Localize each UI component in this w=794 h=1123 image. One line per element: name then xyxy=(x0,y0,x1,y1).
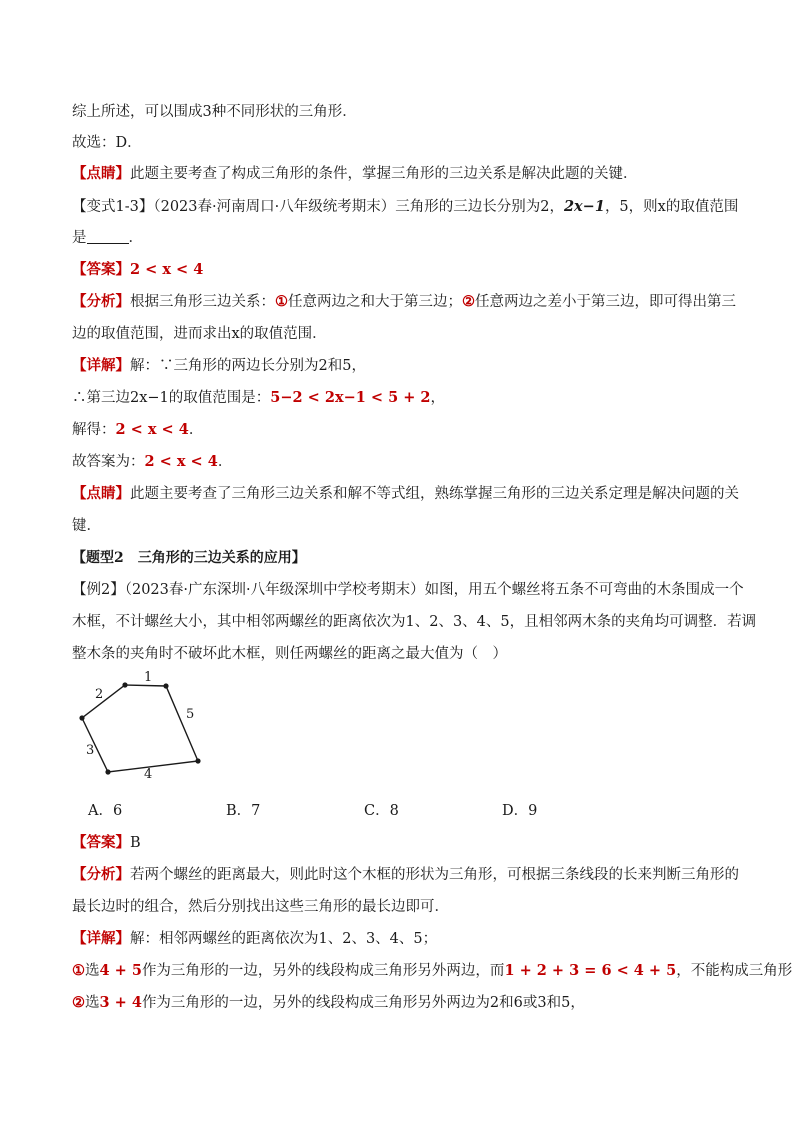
comment-line-2-cont xyxy=(72,516,722,536)
answer-value: 2 < x < 4 xyxy=(130,261,204,278)
variant-expression: 2x−1 xyxy=(563,198,605,215)
side-label-2: 2 xyxy=(95,687,104,702)
side-label-1: 1 xyxy=(144,670,153,685)
example-line-1 xyxy=(72,580,744,600)
range-inequality: 5−2 < 2x−1 < 5 + 2 xyxy=(270,389,431,406)
answer-blank xyxy=(87,229,129,244)
solve-punct: ． xyxy=(188,422,204,438)
answer-line xyxy=(72,260,722,280)
circled-two: ② xyxy=(462,293,475,310)
example-answer-tag: 【答案】 xyxy=(72,834,130,851)
option-b: B．7 xyxy=(226,803,261,819)
case-one-inequality: 1 + 2 + 3 = 6 < 4 + 5 xyxy=(504,962,677,979)
conclusion-line xyxy=(72,102,722,122)
analysis-line-1 xyxy=(72,292,736,312)
side-label-3: 3 xyxy=(86,743,95,758)
option-d: D．9 xyxy=(502,803,538,819)
comment-line-2 xyxy=(72,484,739,504)
options-line xyxy=(88,801,722,821)
example-analysis-line-2 xyxy=(72,897,722,917)
comment-line-1 xyxy=(72,164,722,184)
comment-text-2-cont: 键． xyxy=(72,518,101,534)
section-heading xyxy=(72,548,722,568)
answer-tag: 【答案】 xyxy=(72,261,130,278)
variant-question-cont: 是 xyxy=(72,230,87,246)
example-line-3 xyxy=(72,644,722,664)
example-analysis-text: 若两个螺丝的距离最大，则此时这个木框的形状为三角形，可根据三条线段的长来判断三角形的 xyxy=(130,867,739,883)
solve-result: 2 < x < 4 xyxy=(115,421,189,438)
side-sum-expr: 4 + 5 xyxy=(99,962,142,979)
comment-tag: 【点睛】 xyxy=(72,165,130,182)
screw-dot xyxy=(163,683,168,688)
example-line-2 xyxy=(72,612,757,632)
example-detail-line-1 xyxy=(72,929,722,949)
select-word: 选 xyxy=(85,963,100,979)
analysis-line-2 xyxy=(72,324,722,344)
range-intro: ∴第三边2x−1的取值范围是： xyxy=(72,390,271,406)
comment-text-2: 此题主要考查了三角形三边关系和解不等式组，熟练掌握三角形的三边关系定理是解决问题的关 xyxy=(130,486,739,502)
conclusion-text: 综上所述，可以围成3种不同形状的三角形． xyxy=(72,104,357,120)
final-answer-punct: ． xyxy=(217,454,233,470)
side-sum-expr-2: 3 + 4 xyxy=(99,994,142,1011)
example-answer-line xyxy=(72,833,722,853)
analysis-text-a: 根据三角形三边关系： xyxy=(130,294,275,310)
analysis-text-c: 任意两边之差小于第三边，即可得出第三 xyxy=(475,294,736,310)
choice-text: 故选：D． xyxy=(72,135,142,151)
side-label-4: 4 xyxy=(144,767,153,782)
example-analysis-cont: 最长边时的组合，然后分别找出这些三角形的最长边即可． xyxy=(72,899,449,915)
variant-question-tail: ，5，则x的取值范围 xyxy=(604,199,739,215)
final-answer-line xyxy=(72,452,722,472)
example-text-2: 木框，不计螺丝大小，其中相邻两螺丝的距离依次为1、2、3、4、5，且相邻两木条的夹角均可调整．若调 xyxy=(72,614,757,630)
final-answer-label: 故答案为： xyxy=(72,454,145,470)
example-detail-line-2 xyxy=(72,961,793,981)
analysis-text-cont: 边的取值范围，进而求出x的取值范围． xyxy=(72,326,327,342)
comment-text: 此题主要考查了构成三角形的条件，掌握三角形的三边关系是解决此题的关键． xyxy=(130,166,638,182)
example-text-3: 整木条的夹角时不破坏此木框，则任两螺丝的距离之最大值为（ ） xyxy=(72,646,507,662)
variant-question-line-2 xyxy=(72,228,722,248)
final-answer-value: 2 < x < 4 xyxy=(144,453,218,470)
variant-question-line-1 xyxy=(72,197,739,217)
detail-text: 解：∵三角形的两边长分别为2和5， xyxy=(130,358,366,374)
variant-question-text: 【变式1-3】（2023春·河南周口·八年级统考期末）三角形的三边长分别为2， xyxy=(72,199,564,215)
detail-line-2 xyxy=(72,388,722,408)
case-one-text: 作为三角形的一边，另外的线段构成三角形另外两边，而 xyxy=(141,963,505,979)
example-answer-value: B xyxy=(130,835,141,851)
example-analysis-line-1 xyxy=(72,865,739,885)
analysis-tag: 【分析】 xyxy=(72,293,130,310)
screw-dot xyxy=(195,758,200,763)
screw-dot xyxy=(105,769,110,774)
comment-tag-2: 【点睛】 xyxy=(72,485,130,502)
detail-line-1 xyxy=(72,356,722,376)
screw-dot xyxy=(79,715,84,720)
case-two-text: 作为三角形的一边，另外的线段构成三角形另外两边为2和6或3和5， xyxy=(141,995,585,1011)
pentagon-frame-figure xyxy=(70,668,220,780)
example-detail-tag: 【详解】 xyxy=(72,930,130,947)
variant-question-end: ． xyxy=(128,230,143,246)
screw-dot xyxy=(122,682,127,687)
side-label-5: 5 xyxy=(186,707,195,722)
circled-one: ① xyxy=(275,293,288,310)
example-analysis-tag: 【分析】 xyxy=(72,866,130,883)
circled-one-b: ① xyxy=(72,962,85,979)
option-c: C．8 xyxy=(364,803,399,819)
solve-line xyxy=(72,420,722,440)
choice-line xyxy=(72,133,722,153)
circled-two-b: ② xyxy=(72,994,85,1011)
range-punct: ， xyxy=(430,390,445,406)
example-text-1: 【例2】（2023春·广东深圳·八年级深圳中学校考期末）如图，用五个螺丝将五条不可弯曲的木条围成一个 xyxy=(72,582,744,598)
analysis-text-b: 任意两边之和大于第三边； xyxy=(288,294,462,310)
detail-tag: 【详解】 xyxy=(72,357,130,374)
example-detail-text: 解：相邻两螺丝的距离依次为1、2、3、4、5； xyxy=(130,931,438,947)
section-heading-text: 【题型2 三角形的三边关系的应用】 xyxy=(72,550,306,566)
select-word-2: 选 xyxy=(85,995,100,1011)
solve-label: 解得： xyxy=(72,422,116,438)
option-a: A．6 xyxy=(88,803,123,819)
case-one-conclusion: ，不能构成三角形 xyxy=(676,963,793,979)
example-detail-line-3 xyxy=(72,993,722,1013)
